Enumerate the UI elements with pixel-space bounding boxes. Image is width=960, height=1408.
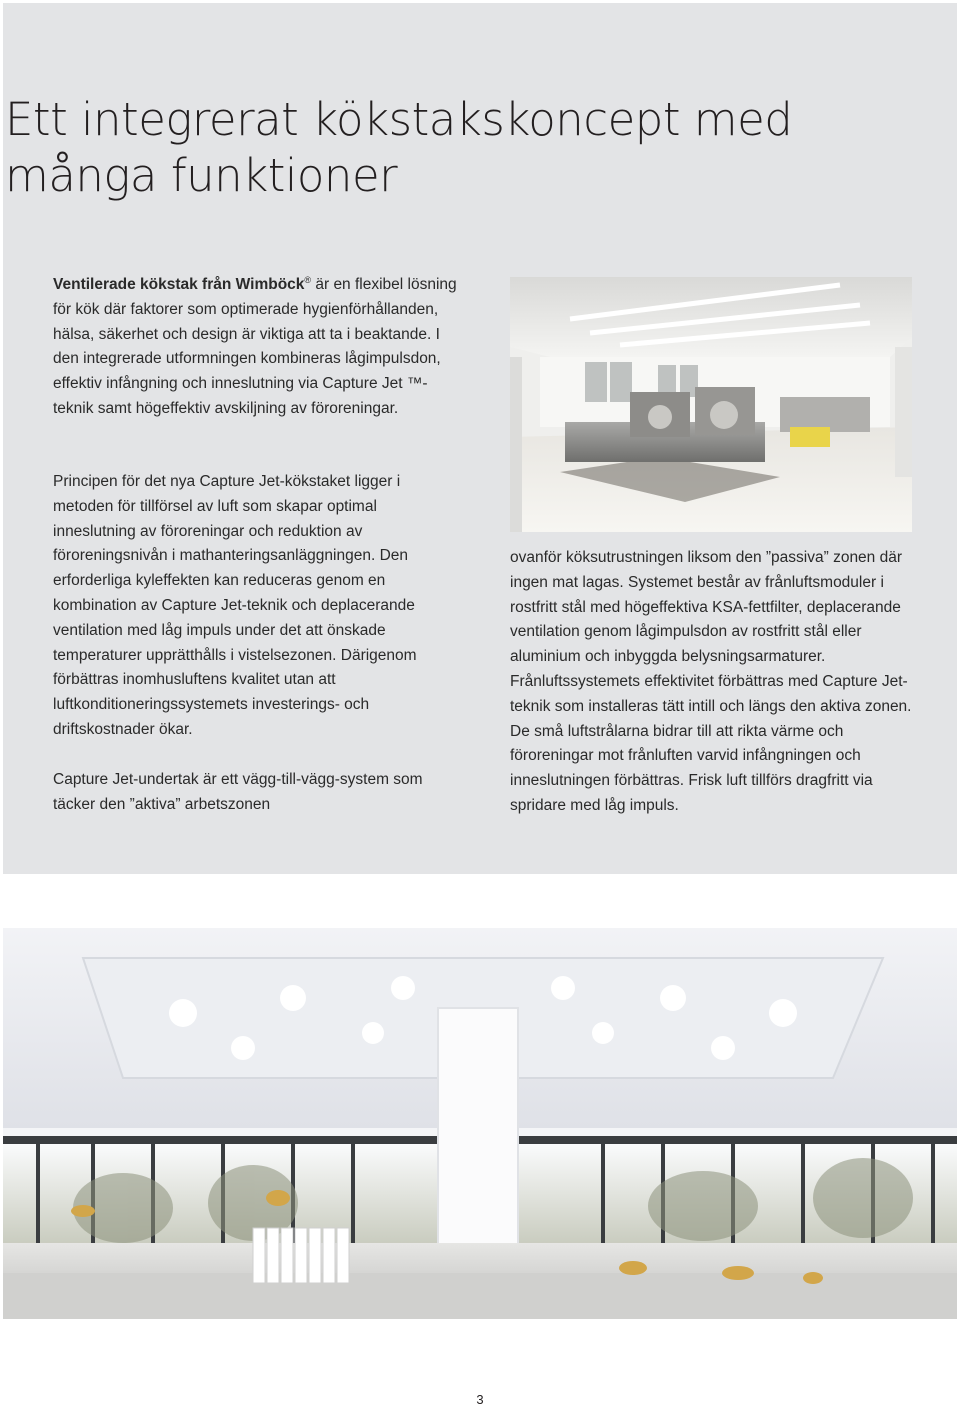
- registered-mark: ®: [304, 274, 312, 285]
- body-paragraph-left-end: [53, 768, 463, 818]
- page-title: [5, 92, 905, 204]
- page-number: 3: [476, 1392, 484, 1407]
- body-paragraph-left: [53, 470, 463, 743]
- intro-text: är en flexibel lösning för kök där faktorer som optimerade hygienförhållanden, hälsa, säkerhet och design är viktiga att ta i beaktande. I den integrerade utformningen kombineras lågimpulsdon, effektiv infångning och inneslutning via Capture Jet ™-teknik samt högeffektiv avskiljning av föroreningar.: [53, 276, 457, 417]
- dining-hall-photo: [3, 928, 957, 1319]
- kitchen-photo: [510, 277, 912, 532]
- title-line-2: många funktioner: [5, 149, 398, 202]
- intro-paragraph: [53, 273, 463, 422]
- body-paragraph-right: [510, 546, 930, 819]
- body-left-end-text: Capture Jet-undertak är ett vägg-till-vägg-system som täcker den ”aktiva” arbetszonen: [53, 771, 423, 813]
- body-right-text: ovanför köksutrustningen liksom den ”passiva” zonen där ingen mat lagas. Systemet består av frånluftsmoduler i rostfritt stål med högeffektiva KSA-fettfilter, deplacerande ventilation genom lågimpulsdon av rostfritt stål eller aluminium och inbyggda belysningsarmaturer. Frånluftssystemets effektivitet förbättras med Capture Jet-teknik som installeras tätt intill och längs den aktiva zonen. De små luftstrålarna bidrar till att rikta värme och föroreningar mot frånluften varvid infångningen och inneslutningen förbättras. Frisk luft tillförs dragfritt via spridare med låg impuls.: [510, 549, 912, 814]
- intro-brand: Ventilerade kökstak från Wimböck: [53, 276, 305, 293]
- title-line-1: Ett integrerat kökstakskoncept med: [5, 93, 793, 146]
- body-left-text: Principen för det nya Capture Jet-kökstaket ligger i metoden för tillförsel av luft som skapar optimal inneslutning av föroreningar och reduktion av föroreningsnivån i mathanteringsanläggningen. Den erforderliga kyleffekten kan reduceras genom en kombination av Capture Jet-teknik och deplacerande ventilation med låg impuls under det att önskade temperaturer upprätthålls i vistelsezonen. Därigenom förbättras inomhusluftens kvalitet utan att luftkonditioneringssystemets investerings- och driftskostnader ökar.: [53, 473, 417, 738]
